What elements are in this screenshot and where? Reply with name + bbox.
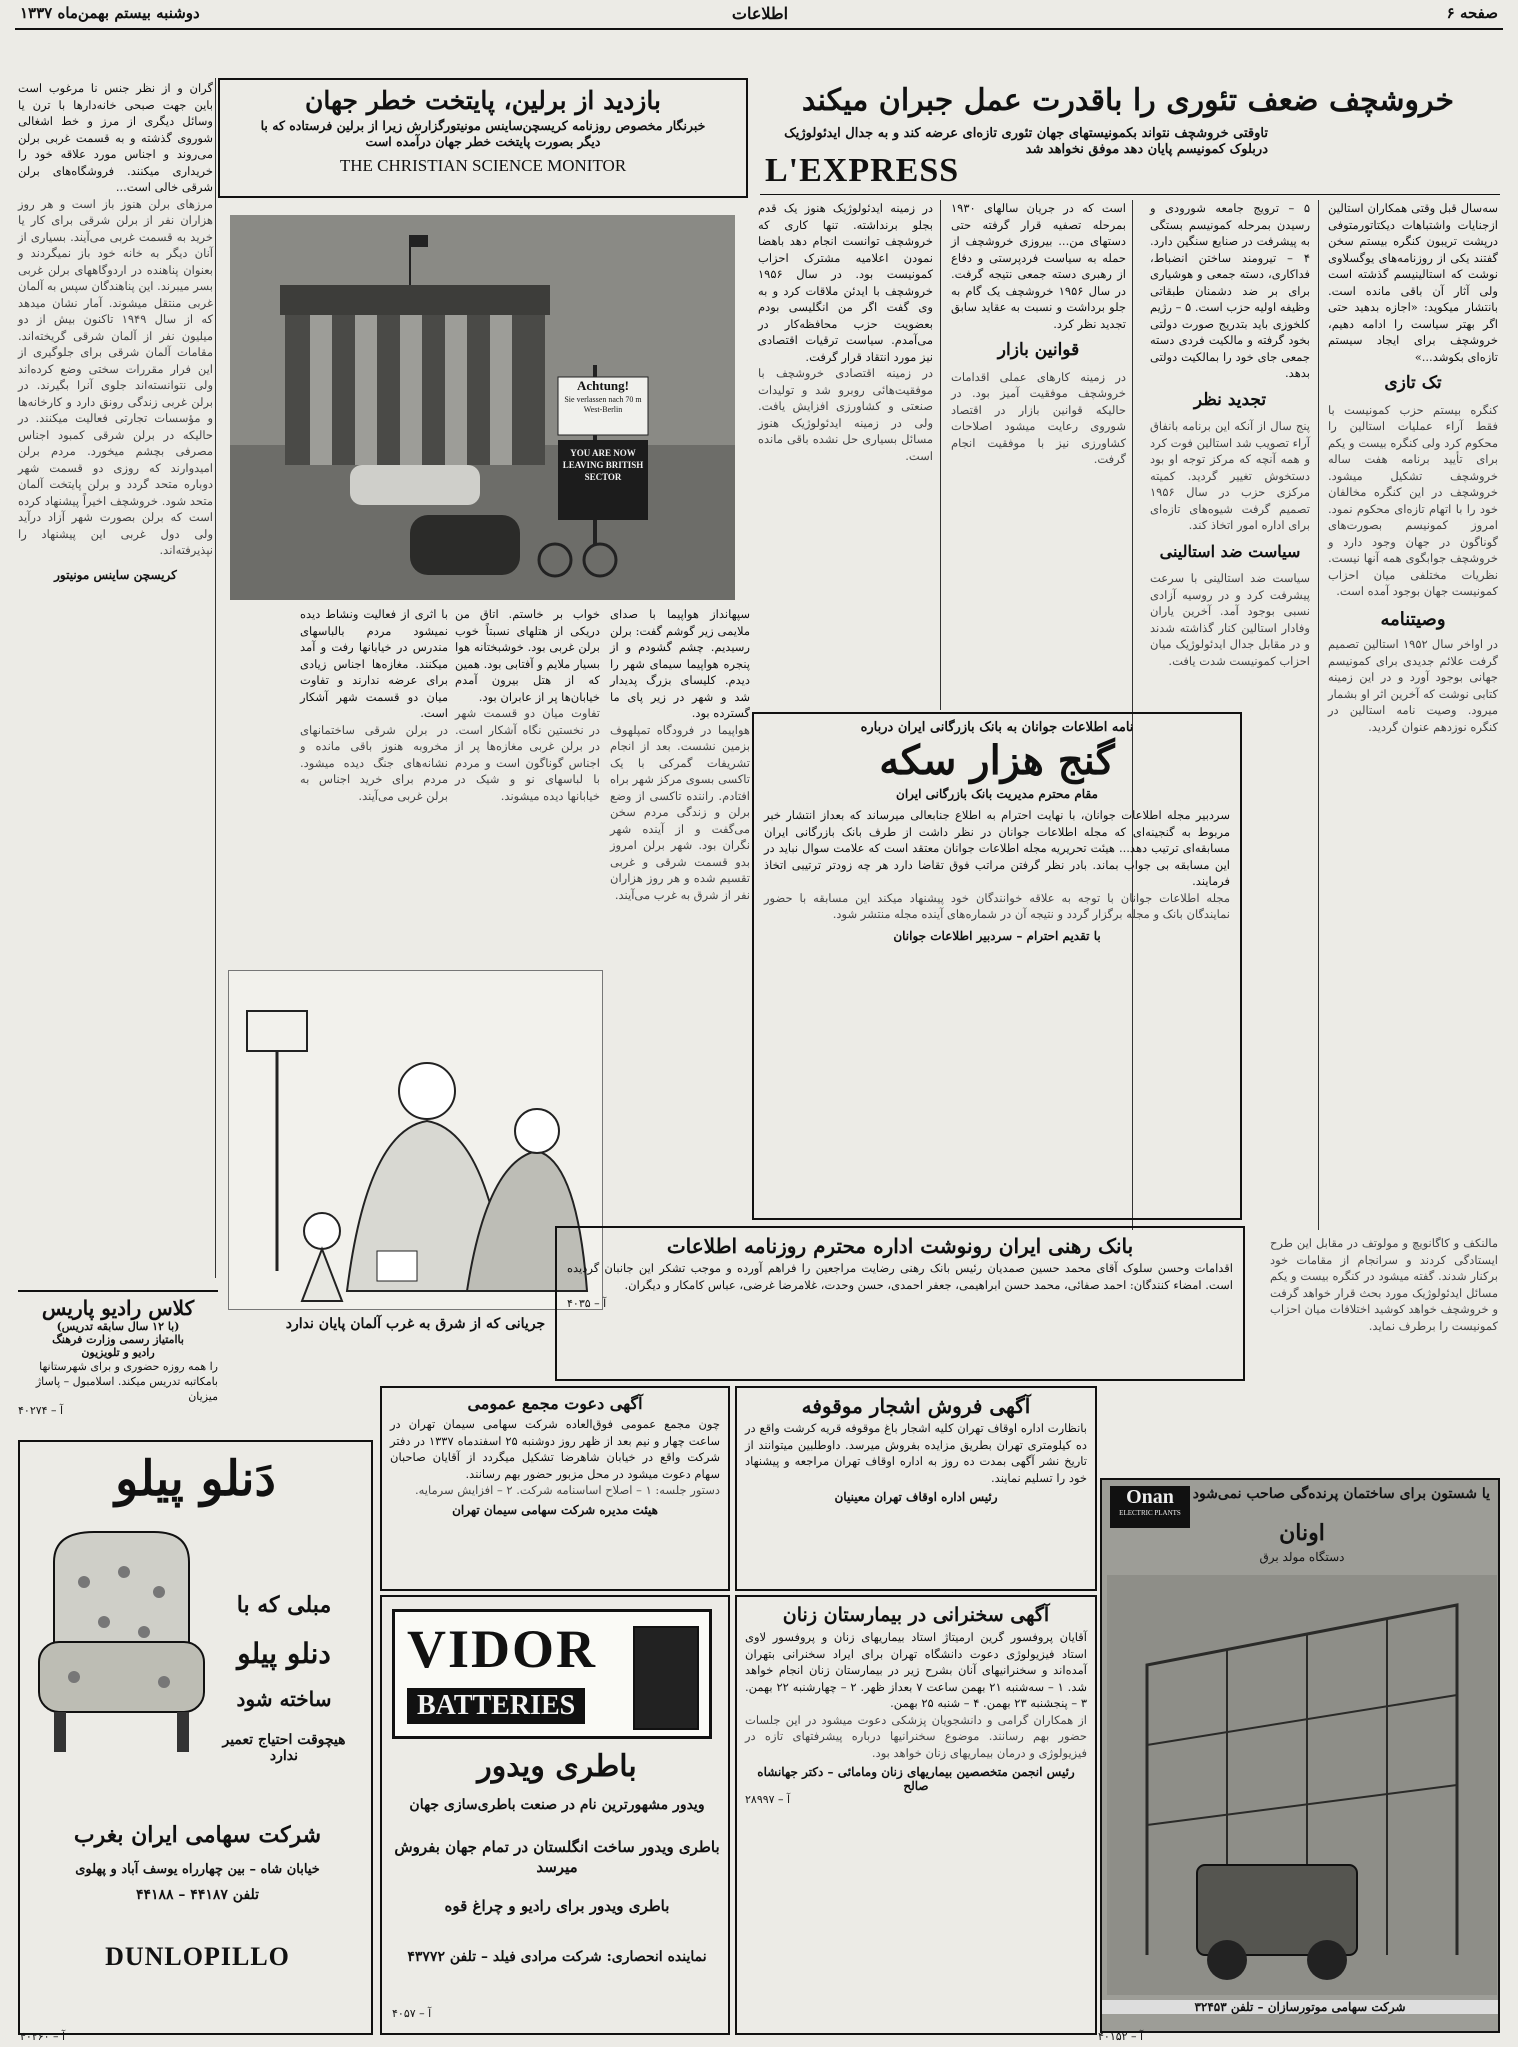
express-sub-market: قوانین بازار: [997, 340, 1080, 360]
onan-brand: Onan: [1126, 1486, 1174, 1508]
express-continuation: [1266, 1235, 1498, 1470]
newspaper-name: اطلاعات: [731, 4, 789, 23]
vidor-line2: باطری ویدور ساخت انگلستان در تمام جهان بفروش میرسد: [394, 1838, 720, 1876]
lecture-notice: [735, 1595, 1097, 2035]
express-col-b-filler2: سیاست ضد استالینی با سرعت پیشرفت کرد و در روسیه آزادی نسبی بوجود آمد. آخرین یاران وفادار استالین کنار گذاشته شدند و در مقابل جدال ایدئولوژیک میان احزاب کمونیست شدت یافت.: [1146, 571, 1310, 668]
vidor-code: آ – ۴۰۵۷: [392, 2007, 432, 2020]
coin-subtitle: مقام محترم مدیریت بانک بازرگانی ایران: [896, 787, 1098, 801]
express-source-logo: L'EXPRESS: [765, 152, 960, 189]
berlin-col-2-filler: در برلن شرقی ساختمانهای مخروبه هنوز باقی مانده و نشانه‌های جنگ دیده میشود. مردم برای خرید اجناس به برلن غربی می‌آیند.: [296, 722, 448, 803]
bank-code: آ – ۴۰۳۵: [567, 1297, 607, 1310]
bank-text: اقدامات وحسن سلوک آقای محمد حسین صمدیان رئیس بانک رهنی رضایت مراجعین را فراهم آورده و موجب تشکر این جانبان گردیده است. امضاء کنندگان: احمد صفائی، محمد حسن ابراهیمی، جعفر احمدی، حسن وحدت، غلامرضا غرضی، عباس کامکار و دیگران.: [567, 1261, 1233, 1292]
berlin-col-4: [14, 80, 213, 1260]
express-col-d: [754, 200, 933, 710]
coin-text: سردبیر مجله اطلاعات جوانان، با نهایت احترام به اطلاع جنابعالی میرساند که بعداز انتشار خبر مربوط به گنجینه‌ای که مجله اطلاعات جوانان در نظر داشت از طرف بانک بازرگانی ایران مسابقه‌ای ترتیب دهد... هیئت تحریریه مجله اطلاعات جوانان معتقد است که علامت سوال نباید در این مسابقه بی جواب بماند. بادر نظر گرفتن مراتب فوق تقاضا دارد هر چه زودتر ترتیبی اتخاذ فرمایند.: [764, 808, 1230, 888]
express-subheadline: تاوقتی خروشچف نتواند بکمونیستهای جهان تئوری تازه‌ای عرضه کند و به جدال ایدئولوژیک دربلوک کمونیسم پایان دهد موفق نخواهد شد: [784, 126, 1268, 157]
lecture-text: آقایان پروفسور گرین ارمیتاژ استاد بیماریهای زنان و پروفسور لاوی استاد فیزیولوژی دعوت دانشگاه تهران برای ایراد سخنرانی بتهران آمده‌اند و سخنرانیهای آنان بشرح زیر در بیمارستان زنان انجام خواهد شد. ۱ – سه‌شنبه ۲۱ بهمن ساعت ۷ بعداز ظهر. ۲ – چهارشنبه ۲۲ بهمن. ۳ – پنجشنبه ۲۳ بهمن. ۴ – شنبه ۲۵ بهمن.: [745, 1630, 1088, 1710]
armchair-illustration: [34, 1522, 209, 1782]
onan-title: یا شستون برای ساختمان پرنده‌گی صاحب نمی‌شود: [1192, 1486, 1490, 1502]
vidor-agent: نماینده انحصاری: شرکت مرادی فیلد – تلفن ۴۳۷۷۲: [407, 1949, 707, 1965]
berlin-subheadline: خبرنگار مخصوص روزنامه کریسچن‌ساینس مونیتورگزارش زیرا از برلین فرستاده که با دیگر بصورت پایتخت خطر جهان درآمده است: [260, 118, 706, 149]
express-col-d-text: در زمینه ایدئولوژیک هنوز یک قدم بجلو برنداشته. تنها کاری که خروشچف توانست انجام دهد باهضا نمودن اعلامیه مشترک احزاب کمونیست بود. در سال ۱۹۵۶ خروشچف با ایدئن ملاقات کرد و به وی گفت اگر من انگلیسی بودم بعضویت حزب محافظه‌کار در می‌آمدم. سیاست ترقیات اقتصادی نیز مورد انتقاد قرار گرفت.: [758, 201, 933, 364]
berlin-title-box: [218, 78, 748, 198]
battery-icon: [633, 1626, 699, 1730]
assembly-signature: هیئت مدیره شرکت سهامی سیمان تهران: [452, 1502, 658, 1517]
dunlopillo-ad: [18, 1440, 373, 2035]
express-sub-taktazi: تک تازی: [1384, 373, 1442, 393]
express-sub-review: تجدید نظر: [1193, 389, 1267, 410]
express-col-c: [947, 200, 1126, 710]
wood-headline: آگهی فروش اشجار موقوفه: [801, 1394, 1031, 1418]
dunlopillo-slogan3: ساخته شود: [236, 1687, 332, 1711]
berlin-col-2-text: با اثری از فعالیت ونشاط دیده نمیشود مردم بالباسهای مندرس در خیابانها رفت و آمد میکنند. مغازه‌ها اجناس زیادی برای عرضه ندارند و تفاوت میان دو قسمت شهر آشکار است.: [300, 607, 448, 720]
wood-text: بانظارت اداره اوقاف تهران کلیه اشجار باغ موقوفه قریه کرشت واقع در ده کیلومتری تهران بطریق مزایده بفروش میرسد. داوطلبین میتوانند از تاریخ نشر آگهی بمدت ده روز به اداره اوقاف تهران مراجعه و پیشنهاد خود را تسلیم نمایند.: [745, 1421, 1087, 1485]
express-col-b-text: ۵ – ترویج جامعه شورودی و رسیدن بمرحله کمونیسم بستگی به پیشرفت در صنایع سنگین دارد. ۴ – تیرومند ساختن انضباط، فداکاری، دسته جمعی و هوشیاری برای بر ضد دشمنان طبقاتی وظیفه اولیه حزب است. ۵ – رژیم کلخوزی باید بتدریج صورت دولتی بخود گرفته و مالکیت فردی دسته جمعی جای خود را بمالکیت دولتی بدهد.: [1150, 201, 1310, 380]
onan-logo: [1110, 1486, 1190, 1528]
cartoon-caption: جریانی که از شرق به غرب آلمان پایان ندارد: [285, 1316, 546, 1332]
radio-class-ad: [18, 1290, 218, 1435]
express-sub-antistalin: سیاست ضد استالینی: [1159, 541, 1301, 561]
radio-code: آ – ۴۰۲۷۴: [18, 1404, 64, 1417]
berlin-col-4-filler: مرزهای برلن هنوز باز است و هر روز هزاران نفر از برلن شرقی برای کار یا خرید به قسمت غربی می‌آیند. بسیاری از آنان دیگر به خانه خود باز نمیگردند و بعنوان پناهنده در اردوگاههای برلن غربی بسر میبرند. این پناهندگان سپس به آلمان غربی منتقل میشوند. آمار نشان میدهد که از سال ۱۹۴۹ تاکنون بیش از دو میلیون نفر از آلمان شرقی گریخته‌اند. مقامات آلمان شرقی برای جلوگیری از این فرار مقررات سختی وضع کرده‌اند ولی نتوانسته‌اند جلوی آنرا بگیرند. در برلن غربی زندگی رونق دارد و کارخانه‌ها و مؤسسات تجارتی فعالیت میکنند. در حالیکه در برلن شرقی کمبود اجناس مصرفی بچشم میخورد. مردم برلن امیدوارند که روزی دو قسمت شهر دوباره متحد گردد و برلن پایتخت آلمان متحد شود. خروشچف اخیراً پیشنهاد کرده است که برلن بصورت شهر آزاد درآید ولی دول غربی این پیشنهاد را نپذیرفته‌اند.: [14, 196, 213, 557]
lecture-signature: رئیس انجمن متخصصین بیماریهای زنان ومامائی – دکتر جهانشاه صالح: [757, 1765, 1075, 1793]
berlin-col-2: [296, 606, 448, 966]
construction-illustration: [1107, 1575, 1497, 1995]
issue-date: دوشنبه بیستم بهمن‌ماه ۱۳۳۷: [20, 4, 200, 22]
berlin-col-1-filler: تفاوت میان دو قسمت شهر در نخستین نگاه آشکار است. در برلن غربی مغازه‌ها پر از اجناس گوناگون است و مردم با لباسهای نو و شیک در خیابانها دیده میشوند.: [451, 706, 600, 803]
radio-text: را همه روزه حضوری و برای شهرستانها بامکاتبه تدریس میکند. اسلامبول – پاساژ میزیان: [35, 1360, 218, 1403]
express-col-d-filler: در زمینه اقتصادی خروشچف با موفقیت‌هائی روبرو شد و تولیدات صنعتی و کشاورزی افزایش یافت. ولی در زمینه ایدئولوژیک هنوز مسائل بسیاری حل نشده باقی مانده است.: [754, 366, 933, 463]
lecture-code: آ – ۲۸۹۹۷: [745, 1793, 791, 1806]
sign-achtung: Achtung!: [576, 378, 629, 393]
berlin-col-3: [606, 606, 750, 1181]
vidor-line1: ویدور مشهورترین نام در صنعت باطری‌سازی جهان: [409, 1797, 705, 1813]
radio-line2: باامتیاز رسمی وزارت فرهنگ: [52, 1333, 184, 1346]
onan-code: آ – ۴۰۱۵۲: [1098, 2030, 1144, 2043]
dunlopillo-brand: DUNLOPILLO: [105, 1942, 290, 1971]
berlin-col-3-filler: هواپیما در فرودگاه تمپلهوف بزمین نشست. بعد از انجام تشریفات گمرکی با یک تاکسی بسوی مرکز شهر براه افتادم. راننده تاکسی از وضع برلن و زندگی مردم سخن می‌گفت و از آینده شهر نگران بود. شهر برلن امروز بدو قسمت شرقی و غربی تقسیم شده و هر روز هزاران نفر از شرق به غرب می‌آیند.: [606, 722, 750, 902]
brandenburg-gate-illustration: [230, 215, 735, 600]
onan-agent: شرکت سهامی موتورسازان – تلفن ۳۲۴۵۳: [1102, 2000, 1498, 2014]
express-col-a: [1324, 200, 1498, 1230]
express-continuation-text: مالنکف و کاگانویچ و مولوتف در مقابل این طرح ایستادگی کردند و سرانجام از مقامات خود برکنار شدند. گفته میشود در کنگره بیست و یکم مسائل ایدئولوژیک مورد بحث قرار خواهد گرفت و خروشچف خواهد کوشید اختلافات میان احزاب کمونیست را برطرف نماید.: [1266, 1236, 1498, 1333]
express-col-a-text: سه‌سال قبل وقتی همکاران استالین ازجنایات واشتباهات دیکتاتورمتوفی درپشت تریبون کنگره بیستم سخن گفتند یکی از روزنامه‌های یوگسلاوی نوشت که استالینیسم گذشته است ولی آثار آن باقی مانده است. بانتشار میکوید: «اجازه بدهید حتی اگر بهتر سیاست را ادامه دهیم، خروشچف برای ایجاد سیستم تازه‌ای بکوشد...»: [1328, 201, 1498, 364]
bank-headline: بانک رهنی ایران رونوشت اداره محترم روزنامه اطلاعات: [666, 1234, 1134, 1258]
express-sub-will: وصیتنامه: [1380, 608, 1446, 630]
wood-sale-notice: [735, 1386, 1097, 1591]
onan-sub: دستگاه مولد برق: [1259, 1550, 1345, 1564]
vidor-banner: [392, 1609, 712, 1739]
vidor-product: BATTERIES: [407, 1688, 585, 1724]
coin-filler: مجله اطلاعات جوانان با توجه به علاقه خوانندگان خود پیشنهاد میکند این مسابقه با حضور نمایندگان بانک و مجله برگزار گردد و نتیجه آن در شماره‌های آینده مجله منتشر شود.: [760, 890, 1230, 921]
dunlopillo-slogan1: مبلی که با: [236, 1592, 332, 1618]
dunlopillo-code: آ – ۴۰۲۶۰: [20, 2030, 66, 2043]
berlin-headline: بازدید از برلین، پایتخت خطر جهان: [305, 86, 661, 115]
express-col-c-filler: در زمینه کارهای عملی اقدامات خروشچف موفقیت آمیز بود. در حالیکه قوانین بازار در اقتصاد شوروی رعایت میشود اصلاحات کشاورزی نیز با موفقیت انجام گرفت.: [947, 369, 1126, 466]
vidor-line3: باطری ویدور برای رادیو و چراغ قوه: [444, 1897, 670, 1915]
berlin-col-1: [451, 606, 600, 966]
express-col-a-filler2: در اواخر سال ۱۹۵۲ استالین تصمیم گرفت علائم جدیدی برای کمونیسم جهانی بوجود آورد و در این زمینه کتابی نوشت که آخرین اثر او بشمار میرود. وصیت نامه استالین در کنگره نوزدهم عنوان گردید.: [1324, 637, 1498, 734]
dunlopillo-address: خیابان شاه – بین چهارراه یوسف آباد و پهلوی: [75, 1862, 320, 1877]
lecture-headline: آگهی سخنرانی در بیمارستان زنان: [782, 1604, 1050, 1626]
sign-british-sector: YOU ARE NOW LEAVING BRITISH SECTOR: [562, 448, 644, 482]
refugee-cartoon: [228, 970, 603, 1310]
dunlopillo-phone: تلفن ۴۴۱۸۷ – ۴۴۱۸۸: [135, 1887, 260, 1903]
express-col-b-filler: پنج سال از آنکه این برنامه بانفاق آراء تصویب شد استالین فوت کرد و همه آنچه که مرکز توجه او بود دستخوش تغییر گردید. کمیته مرکزی حزب در سال ۱۹۵۶ تصمیم گرفت شیوه‌های تازه‌ای برای اداره امور اتخاذ کند.: [1146, 419, 1310, 532]
express-col-c-text: است که در جریان سالهای ۱۹۳۰ بمرحله تصفیه قرار گرفته حتی دستهای من... بیروزی خروشچف از حمله به سیاست فردپرستی و دفاع از رهبری دسته جمعی نتیجه گرفت. در سال ۱۹۵۶ خروشچف یک گام به جلو برداشت و نسبت به عقاید سابق تجدید نظر کرد.: [951, 201, 1126, 331]
dunlopillo-dealer: شرکت سهامی ایران بغرب: [73, 1822, 322, 1848]
berlin-col-1-text: خواب بر خاستم. اتاق من دریکی از هتلهای نسبتاً خوب برلن غربی بود. خوشبختانه هوا بسیار ملایم و آفتابی بود. همین که از هتل بیرون آمدم خیابان‌ها پر از عابران بود.: [454, 607, 600, 704]
berlin-credit: کریسچن ساینس مونیتور: [54, 567, 177, 582]
radio-line1: (با ۱۲ سال سابقه تدریس): [56, 1320, 180, 1333]
radio-line3: رادیو و تلویزیون: [81, 1346, 155, 1359]
dunlopillo-title: دَنلو پیلو: [115, 1451, 276, 1507]
dunlopillo-slogan2: دنلو پیلو: [237, 1637, 331, 1670]
berlin-col-3-text: سپهانداز هواپیما با صدای ملایمی زیر گوشم گفت: برلن رسیدیم. چشم گشودم و از پنجره هواپیما سیمای شهر را دیدم. کلیسای بزرگ پدیدار شد و شهر در زیر پای ما گسترده بود.: [610, 607, 750, 720]
express-col-a-filler: کنگره بیستم حزب کمونیست با فقط آراء عملیات استالین را محکوم کرد ولی کنگره بیست و یکم برای تأیید برنامه هفت ساله خروشچف تشکیل میشود. خروشچف در این کنگره مخالفان خود را با اتهام تازه‌ای محکوم نمود. امروز کمونیسم بصورت‌های گوناگون در جهان وجود دارد و خروشچف جوابگوی همه آنها نیست. نظریات مختلفی میان احزاب کمونیست جهان بوجود آمده است.: [1324, 402, 1498, 598]
lecture-filler: از همکاران گرامی و دانشجویان پزشکی دعوت میشود در این جلسات حضور بهم رسانند. موضوع سخنرانیها درباره پیشرفتهای تازه در فیزیولوژی و درمان بیماریهای زنان خواهد بود.: [741, 1712, 1087, 1760]
radio-title: کلاس رادیو پاریس: [41, 1296, 195, 1320]
brandenburg-gate-photo: [230, 215, 735, 600]
berlin-masthead: THE CHRISTIAN SCIENCE MONITOR: [339, 156, 627, 175]
berlin-col-4-text: گران و از نظر جنس نا مرغوب است باین جهت صبحی خانه‌دارها با ترن یا وسائل دیگری از مرز و خط اشغالی شوروی گذشته و به قسمت غربی برلن می‌روند و اجناس مورد علاقه خود را خریداری میکنند. فروشگاه‌های برلن شرقی خالی است...: [18, 81, 213, 194]
onan-tag: ELECTRIC PLANTS: [1119, 1509, 1181, 1517]
coin-signature: با تقدیم احترام – سردبیر اطلاعات جوانان: [893, 928, 1101, 943]
assembly-text: چون مجمع عمومی فوق‌العاده شرکت سهامی سیمان تهران در ساعت چهار و نیم بعد از ظهر روز دوشنبه ۲۵ اسفندماه ۱۳۳۷ در دفتر شرکت واقع در خیابان شاهرضا تشکیل میگردد از آقایان صاحبان سهام دعوت میشود در محل مزبور حضور بهم رسانند.: [390, 1417, 721, 1481]
header-rule: [15, 28, 1503, 30]
onan-persian: اونان: [1279, 1520, 1325, 1546]
vidor-brand: VIDOR: [407, 1619, 598, 1679]
onan-ad: [1100, 1478, 1500, 2033]
coin-headline: گنج هزار سکه: [879, 737, 1115, 784]
cartoon-illustration: [227, 971, 602, 1311]
sign-west-berlin: Sie verlassen nach 70 m West-Berlin: [564, 395, 642, 414]
vidor-ad: [380, 1595, 730, 2035]
dunlopillo-slogan4: هیچوقت احتیاج تعمیر ندارد: [222, 1732, 346, 1764]
wood-signature: رئیس اداره اوقاف تهران معینیان: [834, 1490, 998, 1504]
express-rule: [760, 194, 1500, 195]
assembly-filler: دستور جلسه: ۱ – اصلاح اساسنامه شرکت. ۲ – افزایش سرمایه.: [414, 1483, 720, 1497]
vidor-persian: باطری ویدور: [477, 1749, 637, 1784]
coin-kicker: نامه اطلاعات جوانان به بانک بازرگانی ایران درباره: [860, 720, 1134, 735]
bank-rahni-box: [555, 1226, 1245, 1381]
assembly-headline: آگهی دعوت مجمع عمومی: [467, 1394, 643, 1413]
page-number: صفحه ۶: [1446, 4, 1498, 22]
coin-letter-box: [752, 712, 1242, 1220]
express-headline: خروشچف ضعف تئوری را باقدرت عمل جبران میکند: [801, 83, 1455, 118]
assembly-notice: [380, 1386, 730, 1591]
